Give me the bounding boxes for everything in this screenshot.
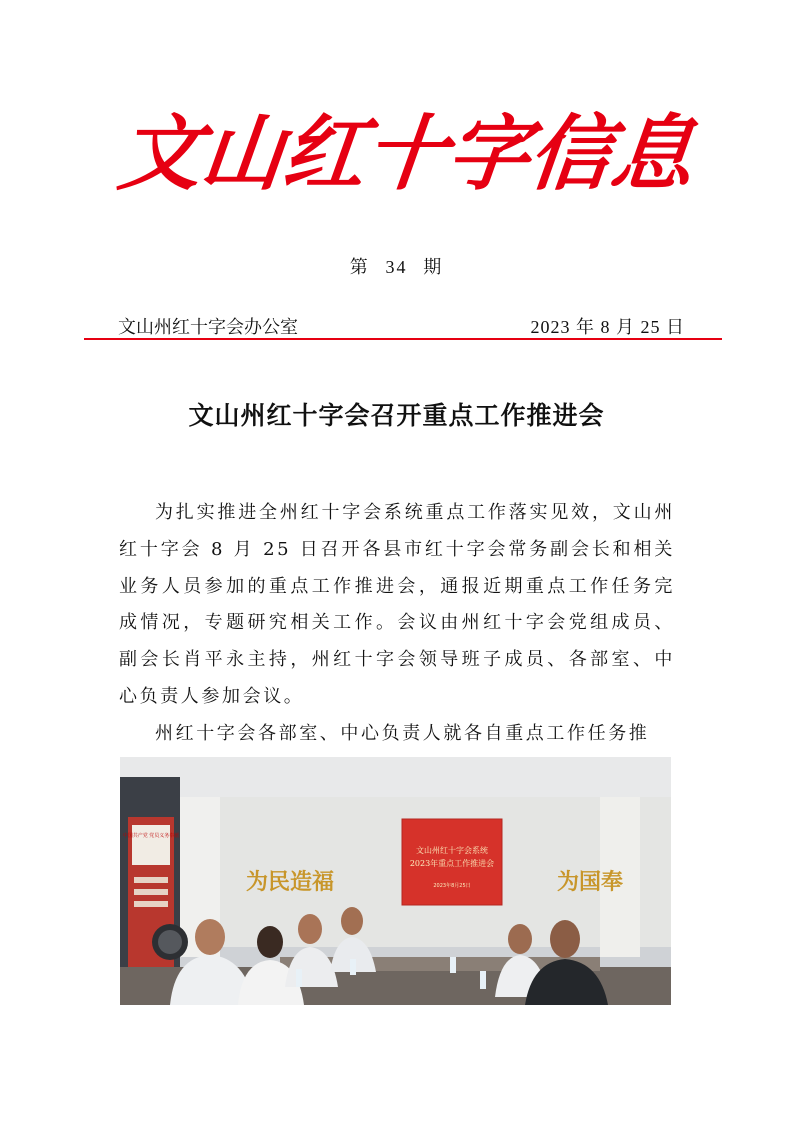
- screen-line-3: 2023年8月25日: [433, 883, 471, 889]
- wall-slogan-right: 为国奉: [556, 869, 624, 895]
- masthead-char: 信: [524, 105, 617, 202]
- article-headline: 文山州红十字会召开重点工作推进会: [188, 401, 605, 430]
- masthead-char: 红: [278, 105, 371, 202]
- paragraph: 为扎实推进全州红十字会系统重点工作落实见效，文山州红十字会 8 月 25 日召开各县市红十字会常务副会长和相关业务人员参加的重点工作推进会，通报近期重点工作任务完成情况，专题研究相关工作。会议由州红十字会党组成员、副会长肖平永主持，州红十字会领导班子成员、各部室、中心负责人参加会议。: [119, 502, 675, 707]
- paragraph: 州红十字会各部室、中心负责人就各自重点工作任务推: [155, 722, 650, 744]
- publication-date: 2023 年 8 月 25 日: [530, 317, 685, 337]
- meeting-photo: [120, 757, 671, 1005]
- board-title: 中国共产党 党员义务奉献: [122, 833, 180, 839]
- masthead-char: 十: [360, 105, 453, 202]
- publisher: 文山州红十字会办公室: [118, 317, 298, 338]
- header-divider: [84, 338, 722, 340]
- masthead-char: 山: [196, 105, 289, 202]
- issue-number-value: 34: [385, 257, 408, 277]
- issue-prefix: 第: [349, 257, 370, 278]
- publication-meta: [118, 313, 685, 339]
- issue-number: [0, 253, 793, 279]
- masthead-char: 息: [606, 105, 699, 202]
- article-body: [119, 495, 675, 753]
- screen-line-2: 2023年重点工作推进会: [409, 859, 495, 868]
- masthead-char: 文: [114, 105, 207, 202]
- masthead-char: 字: [442, 105, 535, 202]
- screen-line-1: 文山州红十字会系统: [416, 846, 488, 855]
- issue-suffix: 期: [423, 257, 444, 278]
- masthead-title: [114, 92, 699, 202]
- wall-slogan-left: 为民造福: [245, 869, 335, 895]
